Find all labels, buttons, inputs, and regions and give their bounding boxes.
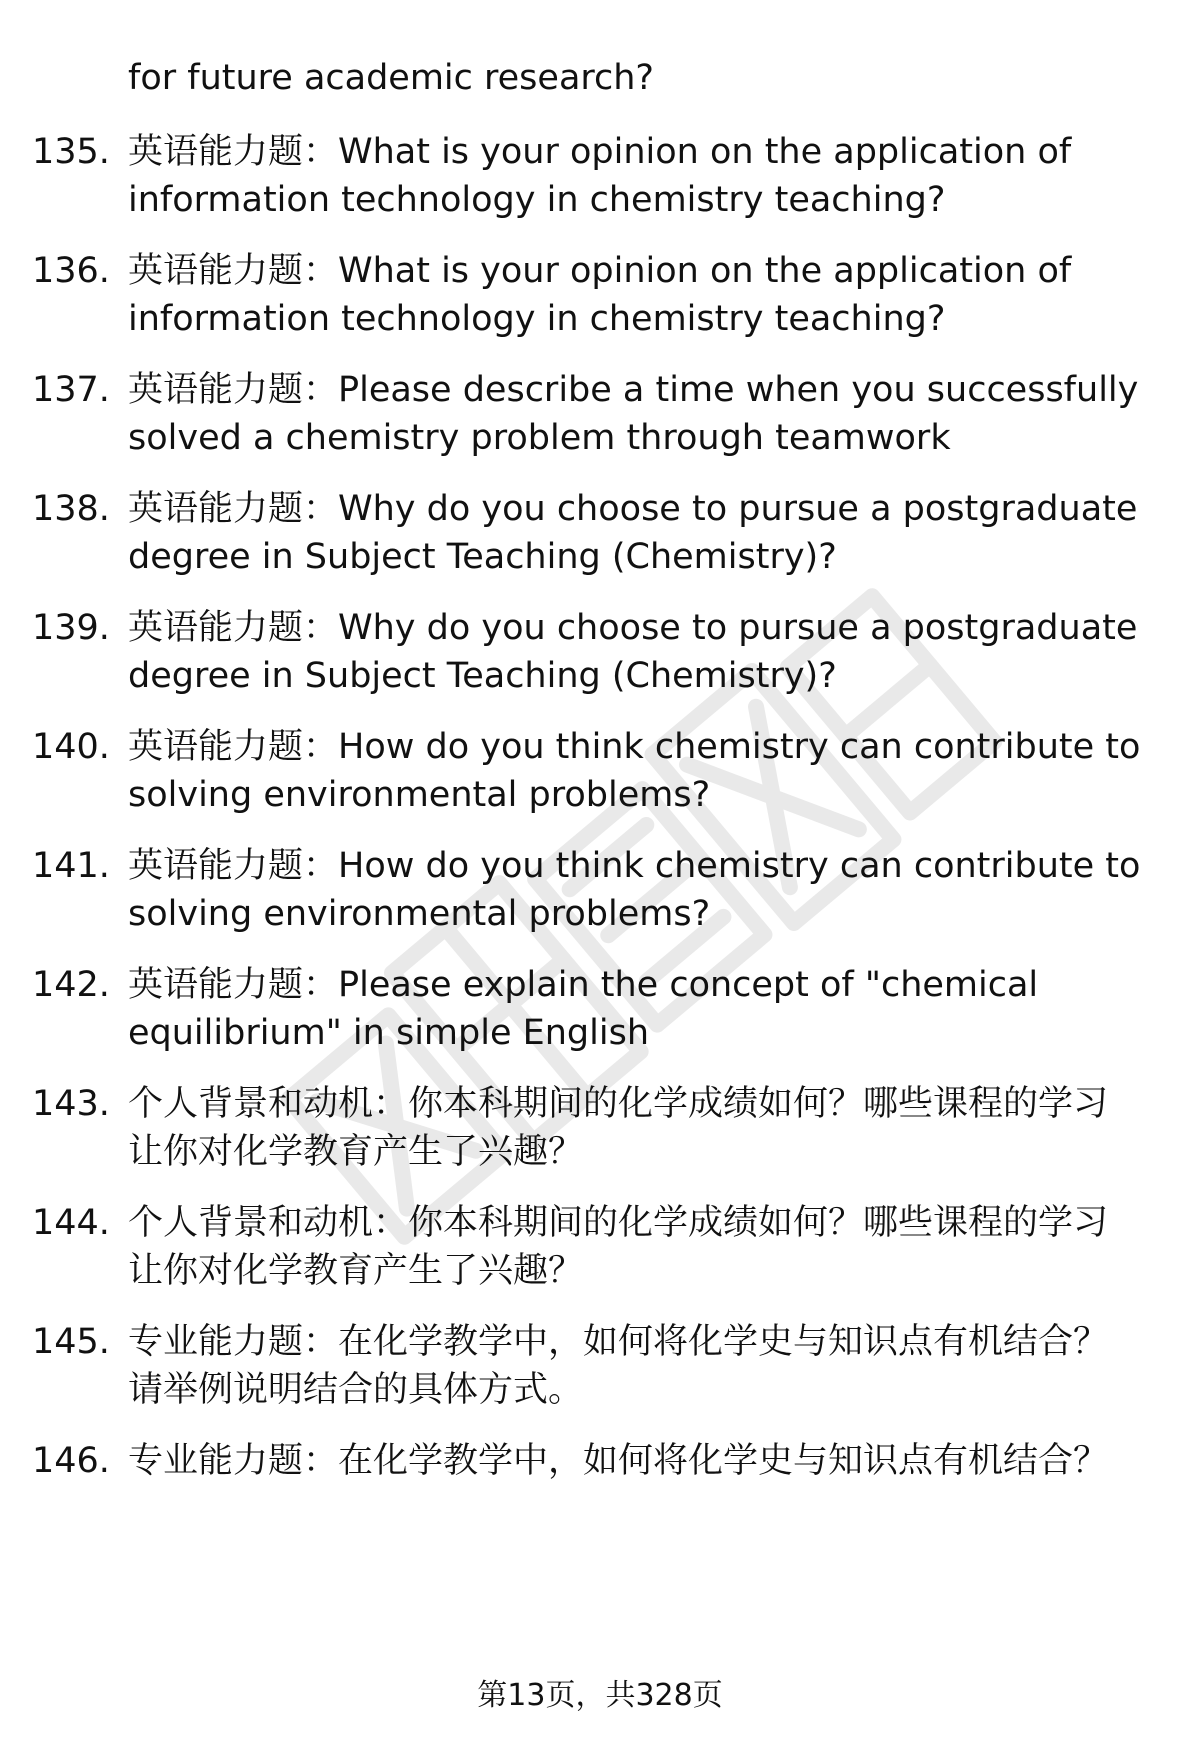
question-number: 146.	[32, 1441, 110, 1481]
question-text	[128, 604, 1148, 700]
question-text	[128, 1437, 1148, 1485]
question-number: 140.	[32, 727, 110, 767]
question-text	[128, 366, 1148, 462]
question-line: degree in Subject Teaching (Chemistry)?	[128, 656, 837, 696]
question-number: 139.	[32, 608, 110, 648]
question-line: 个人背景和动机：你本科期间的化学成绩如何？哪些课程的学习	[128, 1203, 1109, 1243]
question-number: 145.	[32, 1322, 110, 1362]
question-text	[128, 961, 1148, 1057]
question-text	[128, 1318, 1148, 1414]
question-line: 英语能力题：Please explain the concept of "chemical	[128, 965, 1039, 1005]
question-line: solved a chemistry problem through teamwork	[128, 418, 951, 458]
question-text	[128, 128, 1148, 224]
question-line: 让你对化学教育产生了兴趣？	[128, 1251, 584, 1291]
question-number: 135.	[32, 132, 110, 172]
question-line: 请举例说明结合的具体方式。	[128, 1370, 584, 1410]
question-number: 144.	[32, 1203, 110, 1243]
question-line: 专业能力题：在化学教学中，如何将化学史与知识点有机结合？	[128, 1441, 1109, 1481]
question-line: 英语能力题：What is your opinion on the application of	[128, 251, 1072, 291]
question-line: 英语能力题：How do you think chemistry can contribute to	[128, 846, 1141, 886]
question-number: 138.	[32, 489, 110, 529]
question-text	[128, 247, 1148, 343]
question-number: 141.	[32, 846, 110, 886]
question-number: 142.	[32, 965, 110, 1005]
question-line: 让你对化学教育产生了兴趣？	[128, 1132, 584, 1172]
question-line: equilibrium" in simple English	[128, 1013, 650, 1053]
question-text	[128, 1080, 1148, 1176]
question-line: 英语能力题：Please describe a time when you successfully	[128, 370, 1139, 410]
question-text	[128, 485, 1148, 581]
question-text	[128, 1199, 1148, 1295]
question-line: solving environmental problems?	[128, 894, 711, 934]
continuation-text: for future academic research?	[128, 58, 655, 98]
question-number: 136.	[32, 251, 110, 291]
page-footer: 第13页，共328页	[477, 1678, 723, 1713]
question-text	[128, 723, 1148, 819]
question-line: solving environmental problems?	[128, 775, 711, 815]
question-line: 英语能力题：Why do you choose to pursue a postgraduate	[128, 489, 1138, 529]
question-number: 137.	[32, 370, 110, 410]
question-line: information technology in chemistry teaching?	[128, 180, 946, 220]
question-text	[128, 842, 1148, 938]
question-line: 个人背景和动机：你本科期间的化学成绩如何？哪些课程的学习	[128, 1084, 1109, 1124]
question-line: 英语能力题：How do you think chemistry can contribute to	[128, 727, 1141, 767]
question-line: information technology in chemistry teaching?	[128, 299, 946, 339]
question-line: degree in Subject Teaching (Chemistry)?	[128, 537, 837, 577]
question-number: 143.	[32, 1084, 110, 1124]
question-line: 专业能力题：在化学教学中，如何将化学史与知识点有机结合？	[128, 1322, 1109, 1362]
question-line: 英语能力题：What is your opinion on the application of	[128, 132, 1072, 172]
question-line: 英语能力题：Why do you choose to pursue a postgraduate	[128, 608, 1138, 648]
